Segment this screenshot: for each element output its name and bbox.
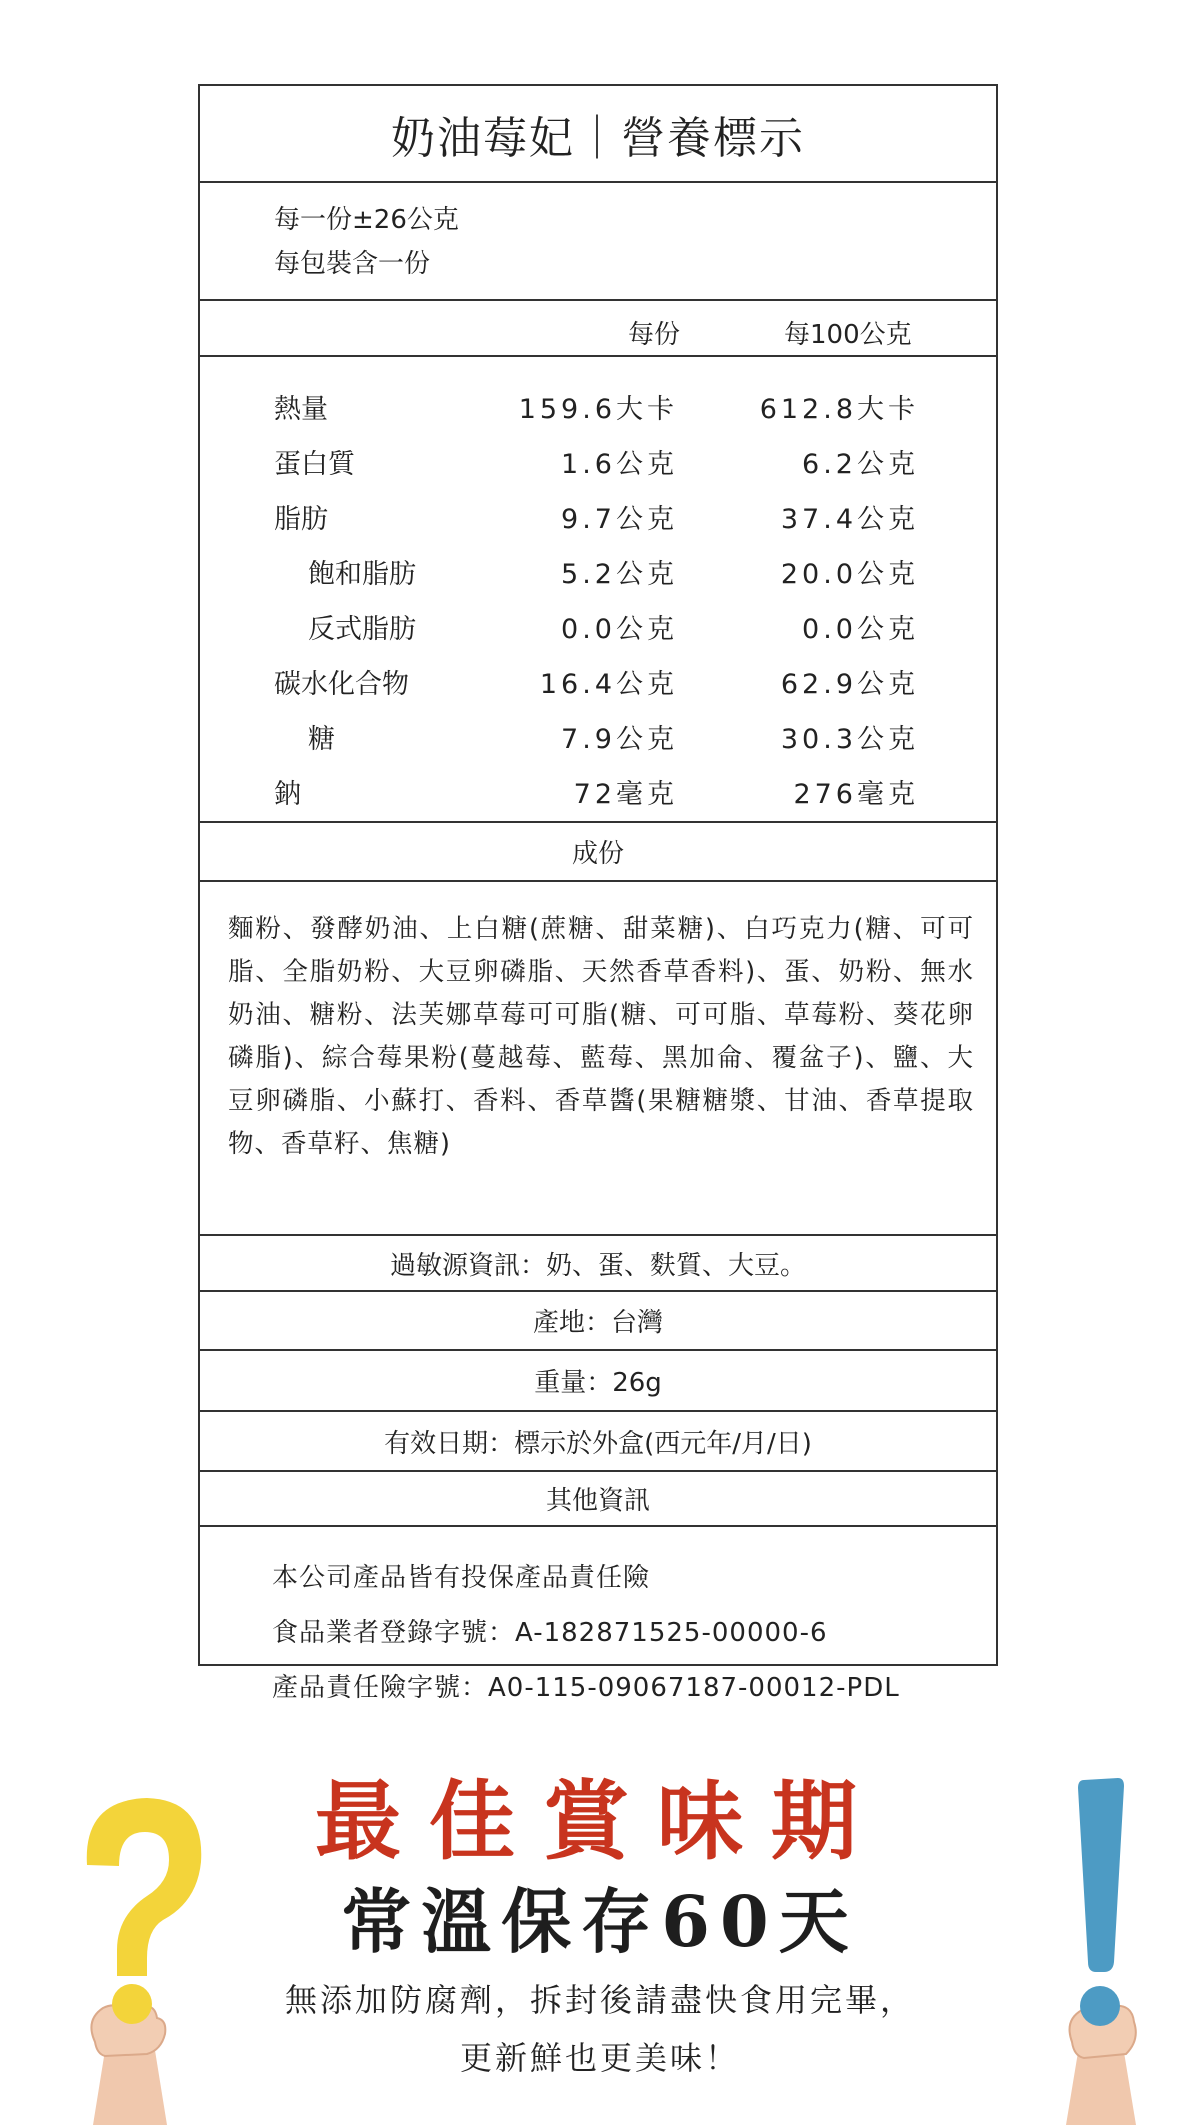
nutrient-row xyxy=(200,597,996,652)
ingredients-text: 麵粉、發酵奶油、上白糖(蔗糖、甜菜糖)、白巧克力(糖、可可脂、全脂奶粉、大豆卵磷脂、天然香草香料)、蛋、奶粉、無水奶油、糖粉、法芙娜草莓可可脂(糖、可可脂、草莓粉、葵花卵磷脂)、綜合莓果粉(蔓越莓、藍莓、黑加侖、覆盆子)、鹽、大豆卵磷脂、小蘇打、香料、香草醬(果糖糖漿、甘油、香草提取物、香草籽、焦糖) xyxy=(228,914,974,1159)
nutrient-per-100g: 62.9公克 xyxy=(780,669,919,700)
best-before-title: 最佳賞味期 xyxy=(315,1771,885,1872)
nutrient-per-serving: 16.4公克 xyxy=(539,669,678,700)
label-title-row xyxy=(200,86,996,183)
nutrient-name: 反式脂肪 xyxy=(308,614,416,645)
liability-insurance-number: 產品責任險字號：A0-115-09067187-00012-PDL xyxy=(272,1673,900,1703)
nutrient-row xyxy=(200,432,996,487)
nutrient-row xyxy=(200,377,996,432)
origin-info: 產地：台灣 xyxy=(200,1292,996,1351)
preservative-note: 無添加防腐劑，拆封後請盡快食用完畢， xyxy=(284,1981,915,2019)
serving-size: 每一份±26公克 xyxy=(274,205,459,235)
nutrient-row xyxy=(200,542,996,597)
nutrient-per-serving: 72毫克 xyxy=(573,779,678,810)
freshness-note: 更新鮮也更美味！ xyxy=(459,2039,740,2077)
nutrient-name: 鈉 xyxy=(274,779,301,810)
ingredients-section xyxy=(200,882,996,1236)
nutrient-name: 糖 xyxy=(308,724,335,755)
nutrient-per-100g: 37.4公克 xyxy=(780,504,919,535)
expiry-info: 有效日期：標示於外盒(西元年/月/日) xyxy=(200,1412,996,1472)
nutrient-name: 熱量 xyxy=(274,394,328,425)
column-header-per-100g: 每100公克 xyxy=(784,320,912,350)
nutrient-name: 飽和脂肪 xyxy=(308,559,416,590)
nutrient-per-serving: 0.0公克 xyxy=(561,614,678,645)
storage-duration: 常溫保存60天 xyxy=(341,1880,859,1963)
allergen-info: 過敏源資訊：奶、蛋、麩質、大豆。 xyxy=(200,1236,996,1292)
food-registration-number: 食品業者登錄字號：A-182871525-00000-6 xyxy=(272,1618,828,1648)
label-title: 奶油莓妃｜營養標示 xyxy=(391,112,805,164)
weight-info: 重量：26g xyxy=(200,1351,996,1412)
column-header-per-serving: 每份 xyxy=(628,320,681,350)
nutrient-per-100g: 276毫克 xyxy=(793,779,919,810)
nutrient-per-100g: 30.3公克 xyxy=(780,724,919,755)
nutrient-per-serving: 9.7公克 xyxy=(561,504,678,535)
other-info-heading: 其他資訊 xyxy=(200,1472,996,1527)
nutrient-per-100g: 20.0公克 xyxy=(780,559,919,590)
nutrient-per-100g: 6.2公克 xyxy=(802,449,919,480)
nutrient-name: 蛋白質 xyxy=(274,449,355,480)
nutrient-table xyxy=(200,357,996,823)
nutrient-row xyxy=(200,762,996,817)
nutrient-row xyxy=(200,652,996,707)
nutrient-per-100g: 612.8大卡 xyxy=(759,394,919,425)
nutrient-per-serving: 7.9公克 xyxy=(561,724,678,755)
serving-info xyxy=(200,183,996,301)
column-header-row xyxy=(200,301,996,357)
nutrient-per-serving: 1.6公克 xyxy=(561,449,678,480)
nutrient-per-serving: 159.6大卡 xyxy=(518,394,678,425)
insurance-note: 本公司產品皆有投保產品責任險 xyxy=(272,1563,651,1593)
nutrient-per-serving: 5.2公克 xyxy=(561,559,678,590)
servings-per-pack: 每包裝含一份 xyxy=(274,249,431,279)
nutrient-row xyxy=(200,487,996,542)
nutrient-name: 碳水化合物 xyxy=(274,669,409,700)
nutrition-label xyxy=(198,84,998,1703)
ingredients-heading: 成份 xyxy=(200,823,996,882)
nutrient-row xyxy=(200,707,996,762)
nutrient-per-100g: 0.0公克 xyxy=(802,614,919,645)
nutrient-name: 脂肪 xyxy=(274,504,328,535)
